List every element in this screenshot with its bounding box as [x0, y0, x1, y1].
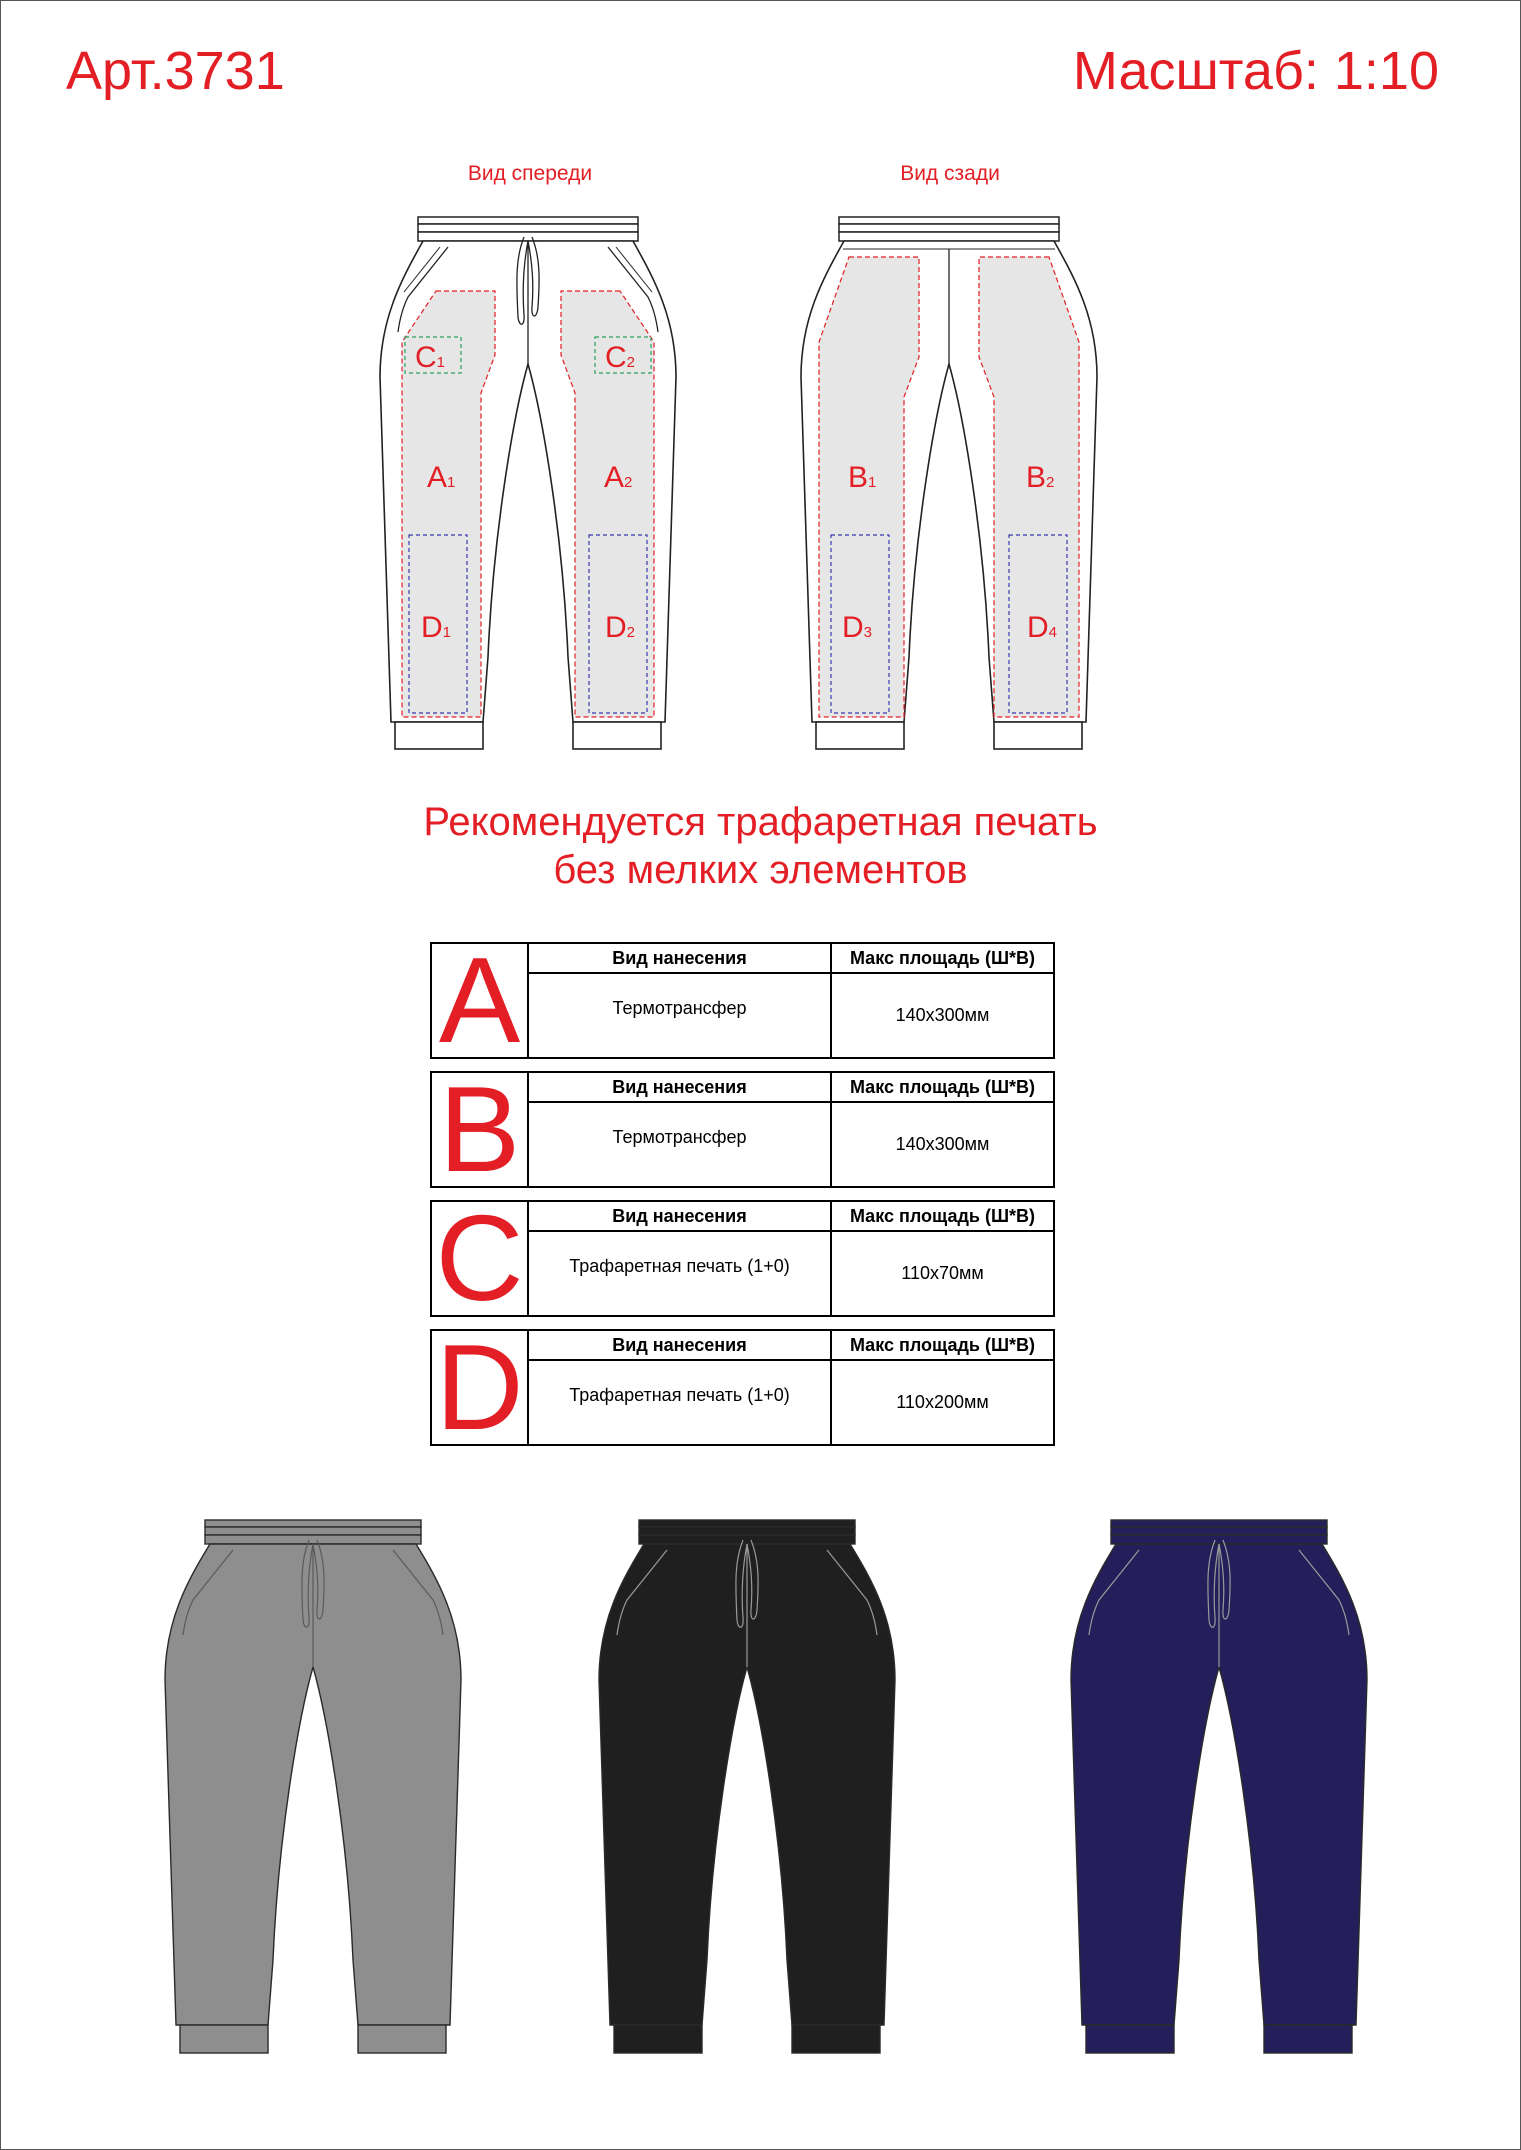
- area-header: Макс площадь (Ш*В): [832, 1073, 1053, 1103]
- method-value: Трафаретная печать (1+0): [529, 1361, 832, 1444]
- area-value: 140x300мм: [895, 1134, 990, 1154]
- zone-letter: B: [432, 1073, 529, 1186]
- area-header: Макс площадь (Ш*В): [832, 1331, 1053, 1361]
- pants-black: [599, 1520, 895, 2053]
- scale-label: Масштаб: 1:10: [1072, 41, 1439, 101]
- method-value: Трафаретная печать (1+0): [529, 1232, 832, 1315]
- area-header: Макс площадь (Ш*В): [832, 1202, 1053, 1232]
- zone-letter: A: [432, 944, 529, 1057]
- zone-label-d1: D1: [421, 611, 452, 644]
- print-table-a: [430, 932, 1055, 1068]
- method-header: Вид нанесения: [529, 1331, 832, 1361]
- pants-technical-drawing: [0, 0, 1521, 780]
- print-table-c: [430, 1190, 1055, 1326]
- zone-label-d3: D3: [842, 611, 873, 644]
- zone-label-d2: D2: [605, 611, 636, 644]
- method-value: Термотрансфер: [529, 1103, 832, 1186]
- recommendation-line-1: Рекомендуется трафаретная печать: [423, 800, 1098, 844]
- pants-navy: [1071, 1520, 1367, 2053]
- zone-letter: D: [432, 1331, 529, 1444]
- zone-label-c1: C1: [415, 341, 446, 374]
- zone-label-a2: A2: [604, 461, 633, 494]
- method-header: Вид нанесения: [529, 944, 832, 974]
- zone-label-b2: B2: [1026, 461, 1055, 494]
- recommendation-line-2: без мелких элементов: [553, 848, 968, 892]
- back-view-label: Вид сзади: [900, 162, 1000, 185]
- print-table-d: [430, 1319, 1055, 1455]
- area-value: 110x70мм: [901, 1263, 984, 1283]
- print-table-b: [430, 1061, 1055, 1197]
- area-header: Макс площадь (Ш*В): [832, 944, 1053, 974]
- area-value: 110x200мм: [896, 1392, 989, 1412]
- front-view-label: Вид спереди: [467, 162, 593, 185]
- method-value: Термотрансфер: [529, 974, 832, 1057]
- zone-label-a1: A1: [427, 461, 456, 494]
- method-header: Вид нанесения: [529, 1202, 832, 1232]
- pants-grey: [165, 1520, 461, 2053]
- area-value: 140x300мм: [895, 1005, 990, 1025]
- method-header: Вид нанесения: [529, 1073, 832, 1103]
- color-variants: [0, 1500, 1521, 2060]
- zone-label-c2: C2: [605, 341, 636, 374]
- zone-label-b1: B1: [848, 461, 877, 494]
- article-number: Арт.3731: [66, 41, 285, 101]
- zone-letter: C: [432, 1202, 529, 1315]
- zone-label-d4: D4: [1027, 611, 1058, 644]
- recommendation-text: [0, 798, 1521, 894]
